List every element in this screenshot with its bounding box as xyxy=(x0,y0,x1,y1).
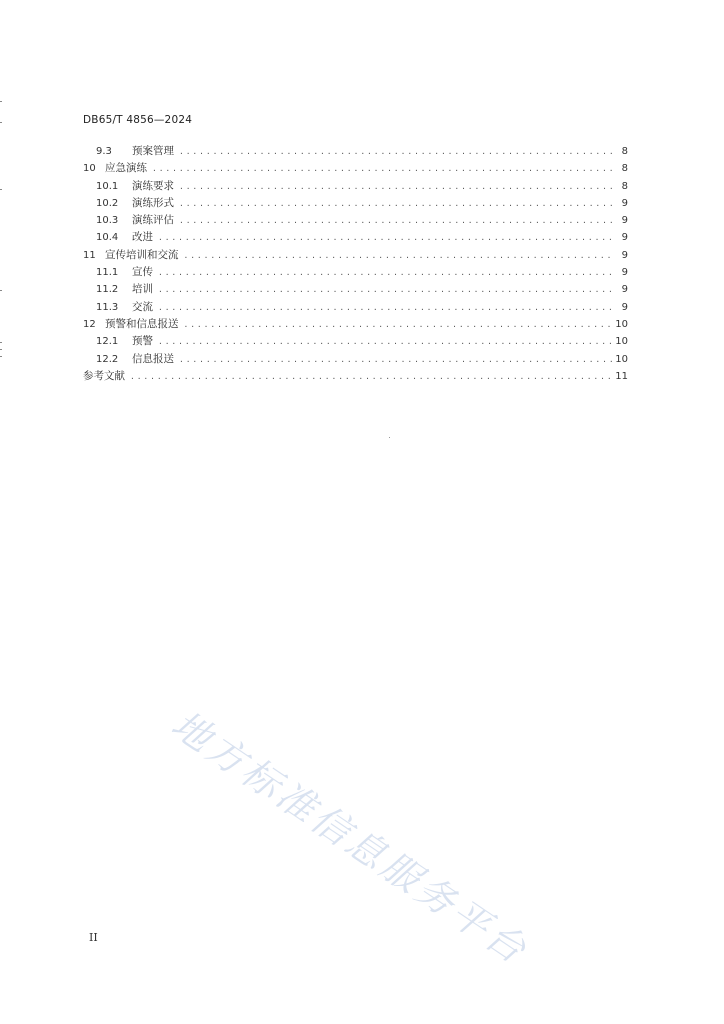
toc-section-number: 12 xyxy=(83,318,96,330)
toc-section-number: 10.4 xyxy=(96,232,119,244)
toc-page-number: 10 xyxy=(615,353,628,365)
margin-mark xyxy=(0,290,2,291)
toc-section-title: 宣传 xyxy=(132,266,153,279)
toc-dot-leader xyxy=(184,247,616,264)
toc-page-number: 11 xyxy=(615,370,628,382)
toc-section-title: 改进 xyxy=(132,231,153,244)
toc-section-title: 参考文献 xyxy=(83,369,125,382)
toc-entry[interactable] xyxy=(83,247,628,264)
margin-mark xyxy=(0,356,2,357)
toc-dot-leader xyxy=(179,143,615,160)
toc-section-title: 应急演练 xyxy=(105,162,147,175)
toc-section-number: 10.2 xyxy=(96,197,119,209)
toc-dot-leader xyxy=(179,212,615,229)
margin-mark xyxy=(0,101,2,102)
toc-page-number: 9 xyxy=(621,284,628,296)
toc-dot-leader xyxy=(179,178,615,195)
toc-section-title: 宣传培训和交流 xyxy=(105,248,179,261)
toc-section-number: 11.1 xyxy=(96,267,119,279)
toc-page-number: 9 xyxy=(621,215,628,227)
toc-entry[interactable] xyxy=(83,143,628,160)
toc-section-title: 演练评估 xyxy=(132,214,174,227)
toc-dot-leader xyxy=(158,229,615,246)
toc-entry[interactable] xyxy=(83,299,628,316)
toc-page-number: 9 xyxy=(621,267,628,279)
toc-section-title: 演练形式 xyxy=(132,196,174,209)
toc-page-number: 9 xyxy=(621,232,628,244)
toc-section-number: 11.3 xyxy=(96,301,119,313)
toc-dot-leader xyxy=(179,195,615,212)
toc-entry[interactable] xyxy=(83,368,628,385)
toc-page-number: 8 xyxy=(621,163,628,175)
toc-dot-leader xyxy=(184,316,613,333)
toc-page-number: 9 xyxy=(621,301,628,313)
toc-section-number: 10.3 xyxy=(96,215,119,227)
toc-entry[interactable] xyxy=(83,316,628,333)
toc-dot-leader xyxy=(158,333,612,350)
toc-entry[interactable] xyxy=(83,264,628,281)
margin-mark xyxy=(0,189,2,190)
toc-entry[interactable] xyxy=(83,212,628,229)
toc-section-title: 预案管理 xyxy=(132,145,174,157)
toc-page-number: 9 xyxy=(621,197,628,209)
table-of-contents xyxy=(83,143,628,385)
toc-dot-leader xyxy=(152,160,615,177)
toc-section-number: 12.1 xyxy=(96,336,119,348)
toc-section-number: 12.2 xyxy=(96,353,119,365)
margin-mark xyxy=(0,342,2,343)
toc-entry[interactable] xyxy=(83,281,628,298)
toc-section-title: 培训 xyxy=(132,283,153,296)
toc-page-number: 8 xyxy=(621,180,628,192)
toc-dot-leader xyxy=(158,299,615,316)
toc-entry[interactable] xyxy=(83,195,628,212)
toc-section-number: 9.3 xyxy=(96,146,112,157)
toc-page-number: 9 xyxy=(621,249,628,261)
toc-entry[interactable] xyxy=(83,160,628,177)
toc-entry[interactable] xyxy=(83,178,628,195)
toc-section-number: 11 xyxy=(83,249,96,261)
toc-dot-leader xyxy=(158,264,615,281)
toc-section-title: 信息报送 xyxy=(132,352,174,365)
toc-entry[interactable] xyxy=(83,351,628,368)
toc-section-title: 预警和信息报送 xyxy=(105,317,179,330)
toc-section-number: 10 xyxy=(83,163,96,175)
toc-entry[interactable] xyxy=(83,229,628,246)
margin-mark xyxy=(0,122,2,123)
toc-dot-leader xyxy=(130,368,612,385)
margin-mark xyxy=(0,349,2,350)
document-code: DB65/T 4856—2024 xyxy=(83,114,193,126)
stray-mark xyxy=(389,437,390,438)
toc-dot-leader xyxy=(158,281,615,298)
toc-section-title: 演练要求 xyxy=(132,179,174,192)
toc-dot-leader xyxy=(179,351,612,368)
toc-page-number: 10 xyxy=(615,336,628,348)
toc-page-number: 8 xyxy=(621,146,628,157)
toc-section-number: 10.1 xyxy=(96,180,119,192)
toc-section-number: 11.2 xyxy=(96,284,119,296)
watermark: 地方标准信息服务平台 xyxy=(163,702,537,974)
toc-page-number: 10 xyxy=(615,318,628,330)
toc-section-title: 交流 xyxy=(132,300,153,313)
toc-entry[interactable] xyxy=(83,333,628,350)
toc-section-title: 预警 xyxy=(132,335,153,348)
page-number: II xyxy=(89,931,98,944)
